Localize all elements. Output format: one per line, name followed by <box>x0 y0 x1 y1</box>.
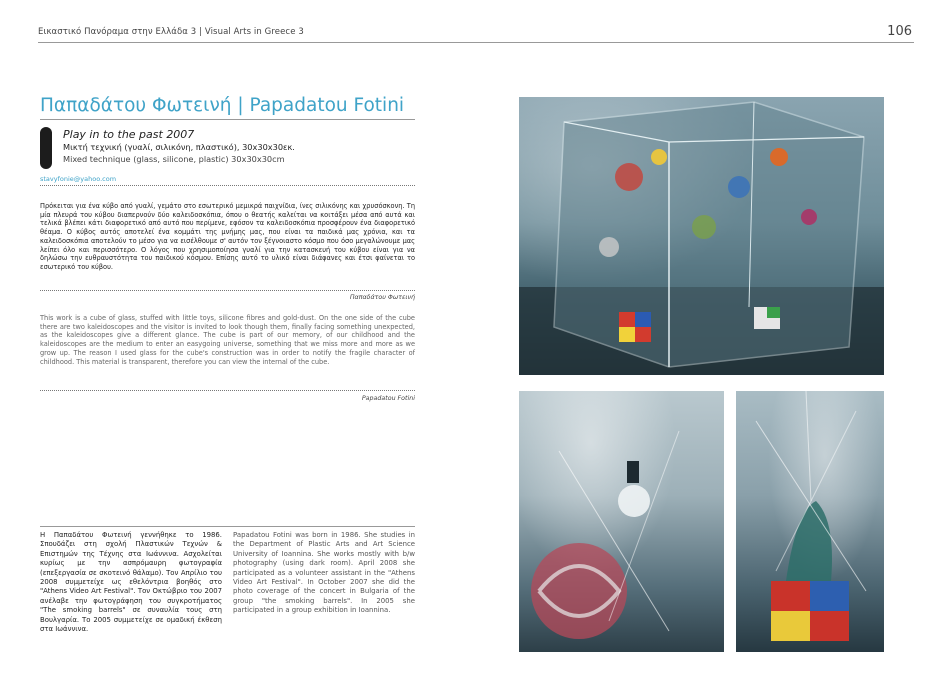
artwork-photo-detail-left <box>519 391 724 652</box>
bio-english: Papadatou Fotini was born in 1986. She studies in the Department of Plastic Arts and Art Science University of Ioannina. She works mostly with b/w photography (using dark room). April 2008 she participated as a volunteer assistant in the "Athens Video Art Festival". In October 2007 she did the photo coverage of the concert in Bulgaria of the group "the smoking barrels". In 2005 she participated in a group exhibition in Ioannina. <box>233 531 415 615</box>
signature-greek: Παπαδάτου Φωτεινή <box>349 294 415 301</box>
work-technique-english: Mixed technique (glass, silicone, plastic) 30x30x30cm <box>63 154 285 164</box>
description-greek: Πρόκειται για ένα κύβο από γυαλί, γεμάτο στο εσωτερικό μεμικρά παιχνίδια, ίνες σιλικόνης και χρυσόσκονη. Τη μία πλευρά του κύβου διαπερνούν δύο καλειδοσκόπια, όπου ο θεατής καλείται να κοιτάξει μέσα από αυτά και τελικά βλέπει κάτι διαφορετικό από αυτό που περίμενε, εφόσον τα καλειδοσκόπια προσφέρουν ένα διαφορετικό θέαμα. Ο κύβος αυτός αποτελεί ένα κομμάτι της μνήμης μας, που είναι τα παιδικά μας χρόνια, και τα καλειδοσκόπια αποτελούν το μέσο για να εισέλθουμε σ' αυτόν τον ξέγνοιαστο κόσμο που όσο μεγαλώνουμε μας λείπει όλο και περισσότερο. Ο λόγος που χρησιμοποίησα γυαλί για την κατασκευή του κύβου είναι για να δηλώσω την ευθραυστότητα του παιδικού κόσμου. Επίσης αυτό το υλικό είναι διάφανες και έτσι φαίνεται το εσωτερικό του κύβου. <box>40 202 415 271</box>
bio-divider <box>40 526 415 527</box>
glass-cube-illustration <box>519 97 884 375</box>
greek-description-divider <box>40 290 415 291</box>
work-title: Play in to the past 2007 <box>63 128 195 141</box>
artist-email-link[interactable]: stavyfonie@yahoo.com <box>40 175 117 183</box>
page-number: 106 <box>887 24 912 39</box>
signature-english: Papadatou Fotini <box>361 395 415 402</box>
work-technique-greek: Μικτή τεχνική (γυαλί, σιλικόνη, πλαστικό), 30x30x30εκ. <box>63 142 295 152</box>
artwork-photo-detail-right <box>736 391 884 652</box>
english-description-divider <box>40 390 415 391</box>
cube-detail-illustration <box>736 391 884 652</box>
bio-greek: Η Παπαδάτου Φωτεινή γεννήθηκε το 1986. Σπουδάζει στη σχολή Πλαστικών Τεχνών & Επιστημών της Τέχνης στα Ιωάννινα. Ασχολείται κυρίως με την ασπρόμαυρη φωτογραφία (επεξεργασία σε σκοτεινό θάλαμο). Τον Απρίλιο του 2008 συμμετείχε ως εθελόντρια βοηθός στο "Athens Video Art Festival". Τον Οκτώβριο του 2007 ανέλαβε την φωτογράφηση του συγκροτήματος "The smoking barrels" σε συναυλία τους στη Βουλγαρία. Το 2005 συμμετείχε σε ομαδική έκθεση στα Ιωάννινα. <box>40 531 222 634</box>
artist-divider <box>40 119 415 120</box>
running-header: Εικαστικό Πανόραμα στην Ελλάδα 3 | Visual Arts in Greece 3 <box>38 27 304 37</box>
rounded-bar-icon <box>40 127 52 169</box>
artwork-photo-main <box>519 97 884 375</box>
email-divider <box>40 185 415 186</box>
artist-name: Παπαδάτου Φωτεινή | Papadatou Fotini <box>40 95 405 116</box>
description-english: This work is a cube of glass, stuffed with little toys, silicone fibres and gold-dust. On the one side of the cube there are two kaleidoscopes and the visitor is invited to look though them, finally facing something unexpected, as the kaleidoscopes give a different glance. The cube is part of our memory, of our childhood and the kaleidoscopes are the medium to enter an easygoing universe, something that we miss more and more as we grow up. The reason I used glass for the cube's construction was in order to notify the fragile character of childhood. This material is transparent, therefore you can view the internal of the cube. <box>40 314 415 366</box>
header-divider <box>38 42 914 43</box>
lollipop-detail-illustration <box>519 391 724 652</box>
